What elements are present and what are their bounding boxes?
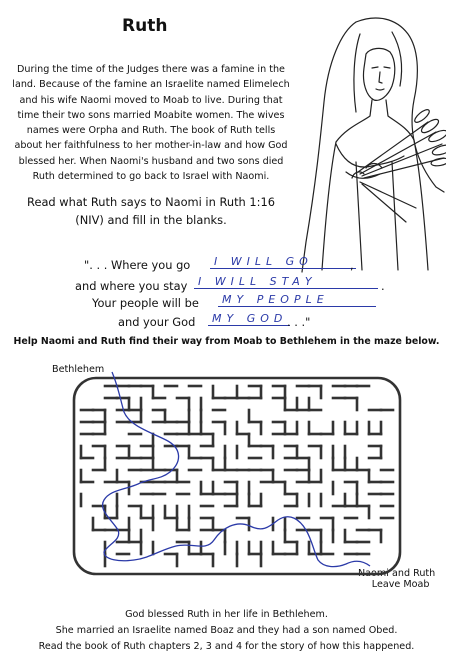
maze-start-label: Bethlehem <box>52 364 105 375</box>
footer-line: She married an Israelite named Boaz and they had a son named Obed. <box>55 625 398 636</box>
intro-line: blessed her. When Naomi's husband and two sons died <box>18 155 284 167</box>
footer-line: God blessed Ruth in her life in Bethlehem. <box>125 609 328 620</box>
intro-line: time their two sons married Moabite women. The wives <box>17 109 285 121</box>
maze-end-line: Naomi and Ruth <box>358 568 436 579</box>
verse-text: and where you stay <box>75 279 188 293</box>
answer-blank-1: I WILL GO <box>210 255 356 269</box>
intro-line: and his wife Naomi moved to Moab to live. During that <box>19 94 283 106</box>
verse-text: and your God <box>118 315 196 329</box>
instruction-line: (NIV) and fill in the blanks. <box>75 213 227 227</box>
intro-line: land. Because of the famine an Israelite named Elimelech <box>12 79 290 91</box>
intro-line: Ruth determined to go back to Israel with Naomi. <box>32 171 270 183</box>
intro-line: about her faithfulness to her mother-in-law and how God <box>14 140 288 152</box>
footer <box>0 607 453 655</box>
verse-text: Your people will be <box>92 296 199 310</box>
maze-instruction: Help Naomi and Ruth find their way from Moab to Bethlehem in the maze below. <box>13 336 440 347</box>
answer-blank-4: MY GOD <box>208 312 290 326</box>
verse-punct: , <box>350 258 354 272</box>
verse-text: ". . . Where you go <box>84 258 191 272</box>
page-title: Ruth <box>122 16 168 36</box>
answer-blank-3: MY PEOPLE <box>218 293 376 307</box>
intro-line: During the time of the Judges there was a famine in the <box>17 64 285 75</box>
verse-punct: . . ." <box>287 315 311 329</box>
intro-line: names were Orpha and Ruth. The book of Ruth tells <box>26 125 276 137</box>
maze-end-line: Leave Moab <box>371 579 430 590</box>
verse-punct: . <box>381 279 385 293</box>
instruction-line: Read what Ruth says to Naomi in Ruth 1:16 <box>27 195 275 209</box>
footer-line: Read the book of Ruth chapters 2, 3 and 4 for the story of how this happened. <box>38 641 415 652</box>
answer-blank-2: I WILL STAY <box>194 275 378 289</box>
